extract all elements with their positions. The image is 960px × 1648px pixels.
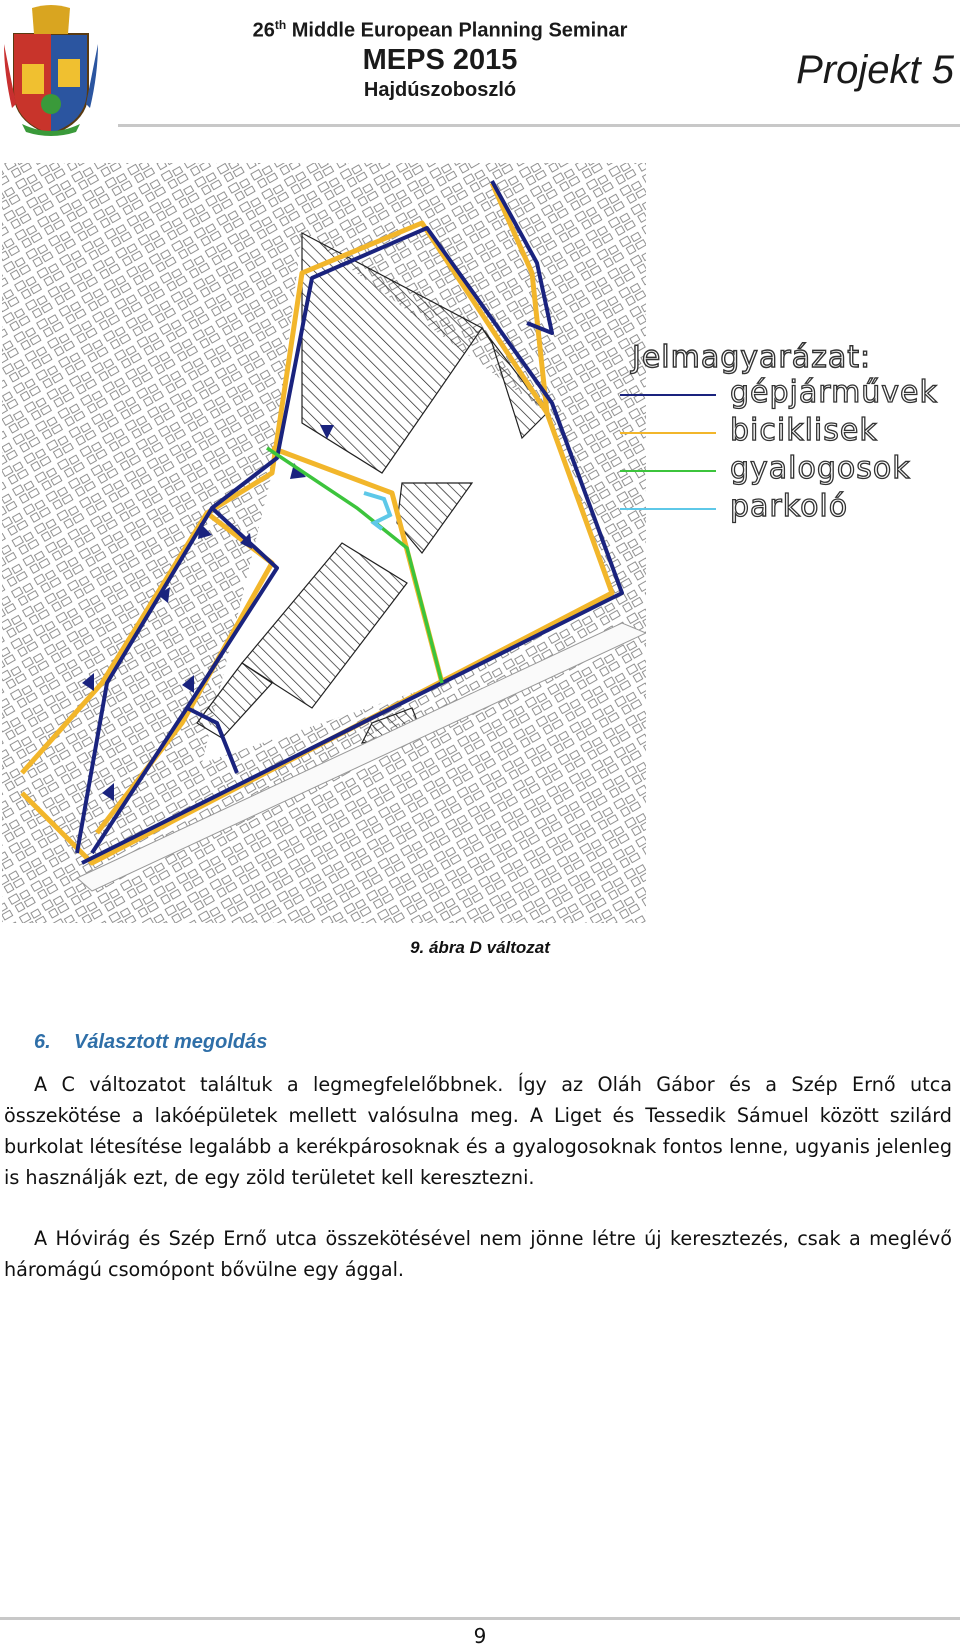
section-number: 6. — [34, 1031, 51, 1053]
legend-item-parking — [620, 489, 950, 527]
section-title: Választott megoldás — [74, 1031, 268, 1053]
legend-label: biciklisek — [730, 413, 878, 448]
legend-swatch-parking — [620, 508, 716, 510]
legend-item-bicycles — [620, 413, 950, 451]
project-label: Projekt 5 — [796, 48, 954, 92]
legend-label: gyalogosok — [730, 451, 911, 486]
paragraph-text: A C változatot találtuk a legmegfelelőbbnek. Így az Oláh Gábor és a Szép Ernő utca összekötése a lakóépületek mellett valósulna meg. A Liget és Tessedik Sámuel között szilárd burkolat létesítése legalább a kerékpárosoknak és a gyalogosoknak fontos lenne, ugyanis jelenleg is használják ezt, de egy zöld területet kell keresztezni. — [4, 1073, 952, 1189]
legend-item-pedestrians — [620, 451, 950, 489]
seminar-title: 26th Middle European Planning Seminar — [252, 18, 628, 42]
legend-label: gépjárművek — [730, 375, 938, 410]
section-heading — [34, 1031, 267, 1054]
legend-swatch-vehicles — [620, 394, 716, 396]
legend-item-vehicles — [620, 375, 950, 413]
paragraph-1 — [4, 1069, 952, 1193]
header-divider — [118, 124, 960, 127]
seminar-title-block — [200, 18, 680, 102]
figure-caption: 9. ábra D változat — [410, 938, 550, 957]
legend-swatch-bicycles — [620, 432, 716, 434]
event-name: MEPS 2015 — [362, 43, 518, 76]
event-location: Hajdúszoboszló — [363, 78, 517, 101]
site-plan-map — [2, 163, 646, 923]
coat-of-arms-logo — [2, 4, 100, 136]
legend-swatch-pedestrians — [620, 470, 716, 472]
footer-divider — [0, 1617, 960, 1620]
legend-label: parkoló — [730, 489, 849, 524]
map-legend — [620, 340, 950, 527]
page-header — [0, 0, 960, 135]
paragraph-text: A Hóvirág és Szép Ernő utca összekötésével nem jönne létre új keresztezés, csak a meglévő háromágú csomópont bővülne egy ággal. — [4, 1227, 952, 1281]
legend-title: Jelmagyarázat: — [632, 340, 872, 375]
paragraph-2 — [4, 1223, 952, 1285]
page-number: 9 — [473, 1624, 487, 1648]
